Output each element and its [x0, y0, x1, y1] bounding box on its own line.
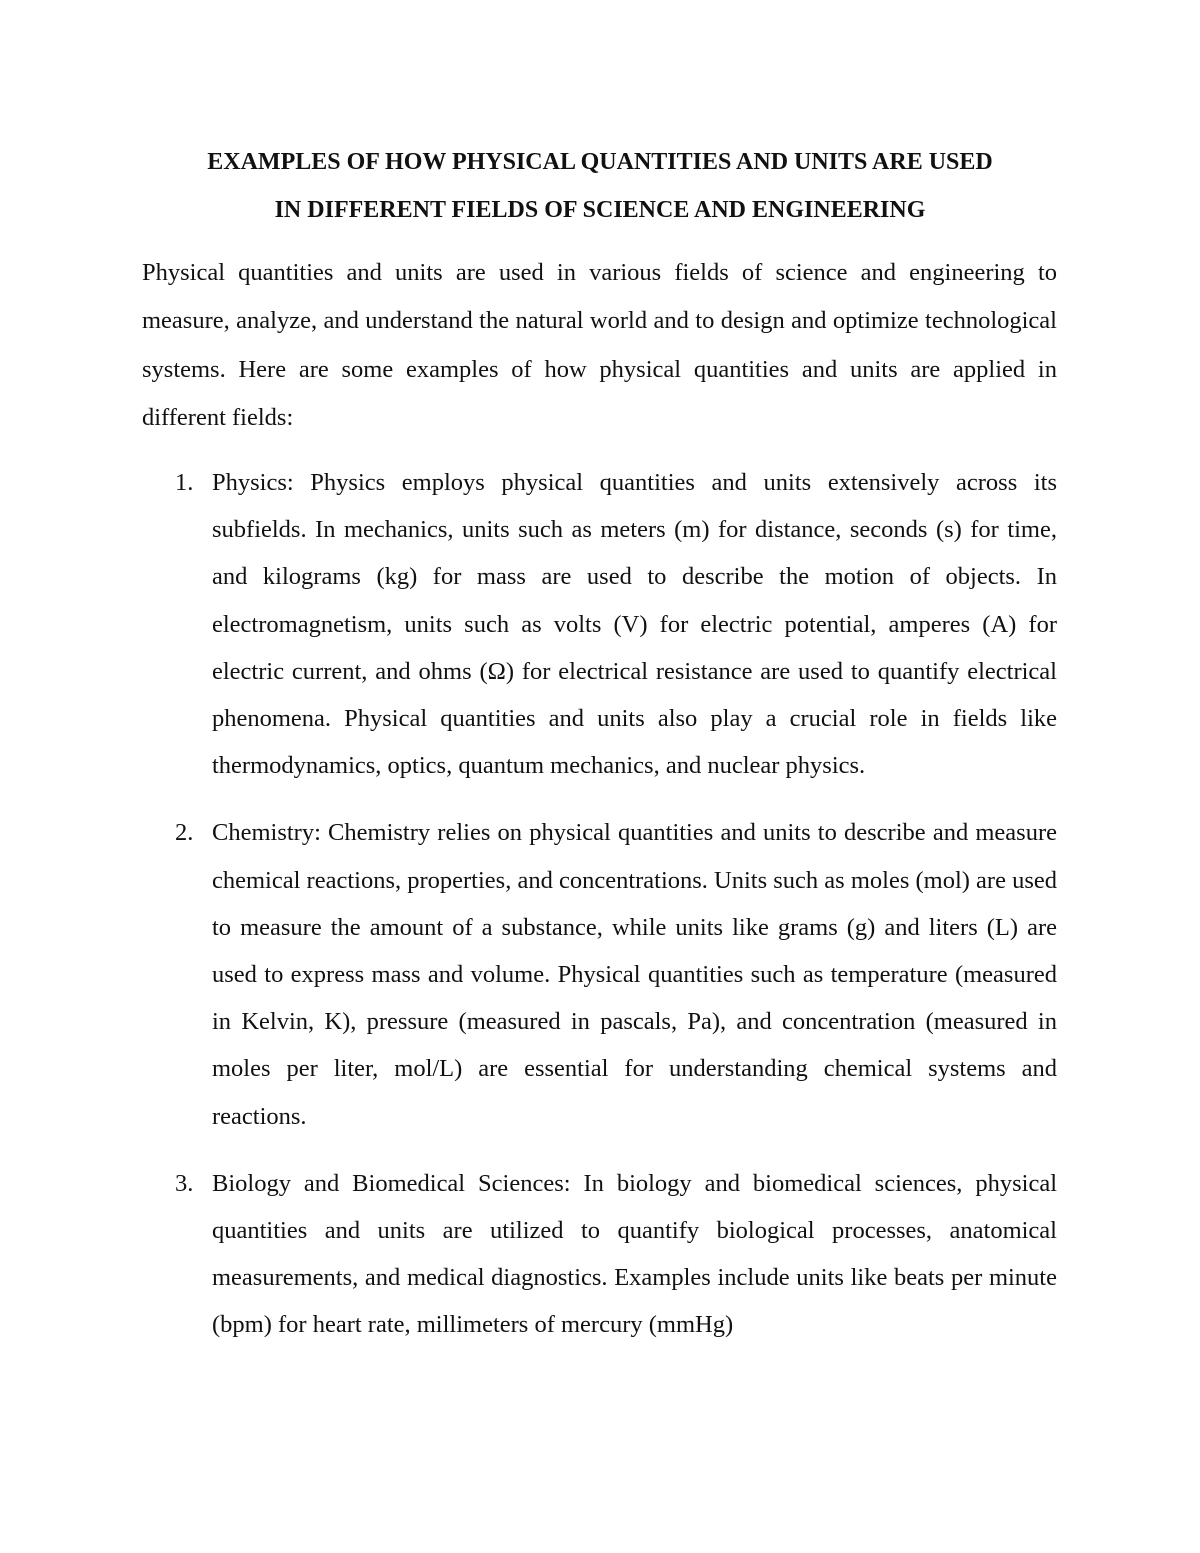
list-item-text: Biology and Biomedical Sciences: In biology and biomedical sciences, physical quantities and units are utilized to quantify biological processes, anatomical measurements, and medical diagnostics. Examples include units like beats per minute (bpm) for heart rate, millimeters of mercury (mmHg)	[212, 1169, 1057, 1339]
list-item-biology	[142, 1160, 1057, 1349]
list-item-text: Chemistry: Chemistry relies on physical quantities and units to describe and measure chemical reactions, properties, and concentrations. Units such as moles (mol) are used to measure the amount of a substance, while units like grams (g) and liters (L) are used to express mass and volume. Physical quantities such as temperature (measured in Kelvin, K), pressure (measured in pascals, Pa), and concentration (measured in moles per liter, mol/L) are essential for understanding chemical systems and reactions.	[212, 819, 1057, 1130]
list-item-text: Physics: Physics employs physical quantities and units extensively across its subfields. In mechanics, units such as meters (m) for distance, seconds (s) for time, and kilograms (kg) for mass are used to describe the motion of objects. In electromagnetism, units such as volts (V) for electric potential, amperes (A) for electric current, and ohms (Ω) for electrical resistance are used to quantify electrical phenomena. Physical quantities and units also play a crucial role in fields like thermodynamics, optics, quantum mechanics, and nuclear physics.	[212, 469, 1057, 780]
list-number: 2.	[175, 819, 194, 847]
intro-paragraph: Physical quantities and units are used in various fields of science and engineering to measure, analyze, and understand the natural world and to design and optimize technological systems. Here are some examples of how physical quantities and units are applied in different fields:	[142, 259, 1057, 431]
title-line-2: IN DIFFERENT FIELDS OF SCIENCE AND ENGINEERING	[274, 197, 926, 223]
title-line-1: EXAMPLES OF HOW PHYSICAL QUANTITIES AND UNITS ARE USED	[207, 149, 993, 175]
fields-list	[142, 459, 1057, 1349]
list-number: 3.	[175, 1169, 194, 1197]
list-number: 1.	[175, 469, 194, 496]
list-item-chemistry	[142, 809, 1057, 1139]
document-title	[120, 138, 1080, 234]
list-item-physics	[142, 459, 1057, 789]
